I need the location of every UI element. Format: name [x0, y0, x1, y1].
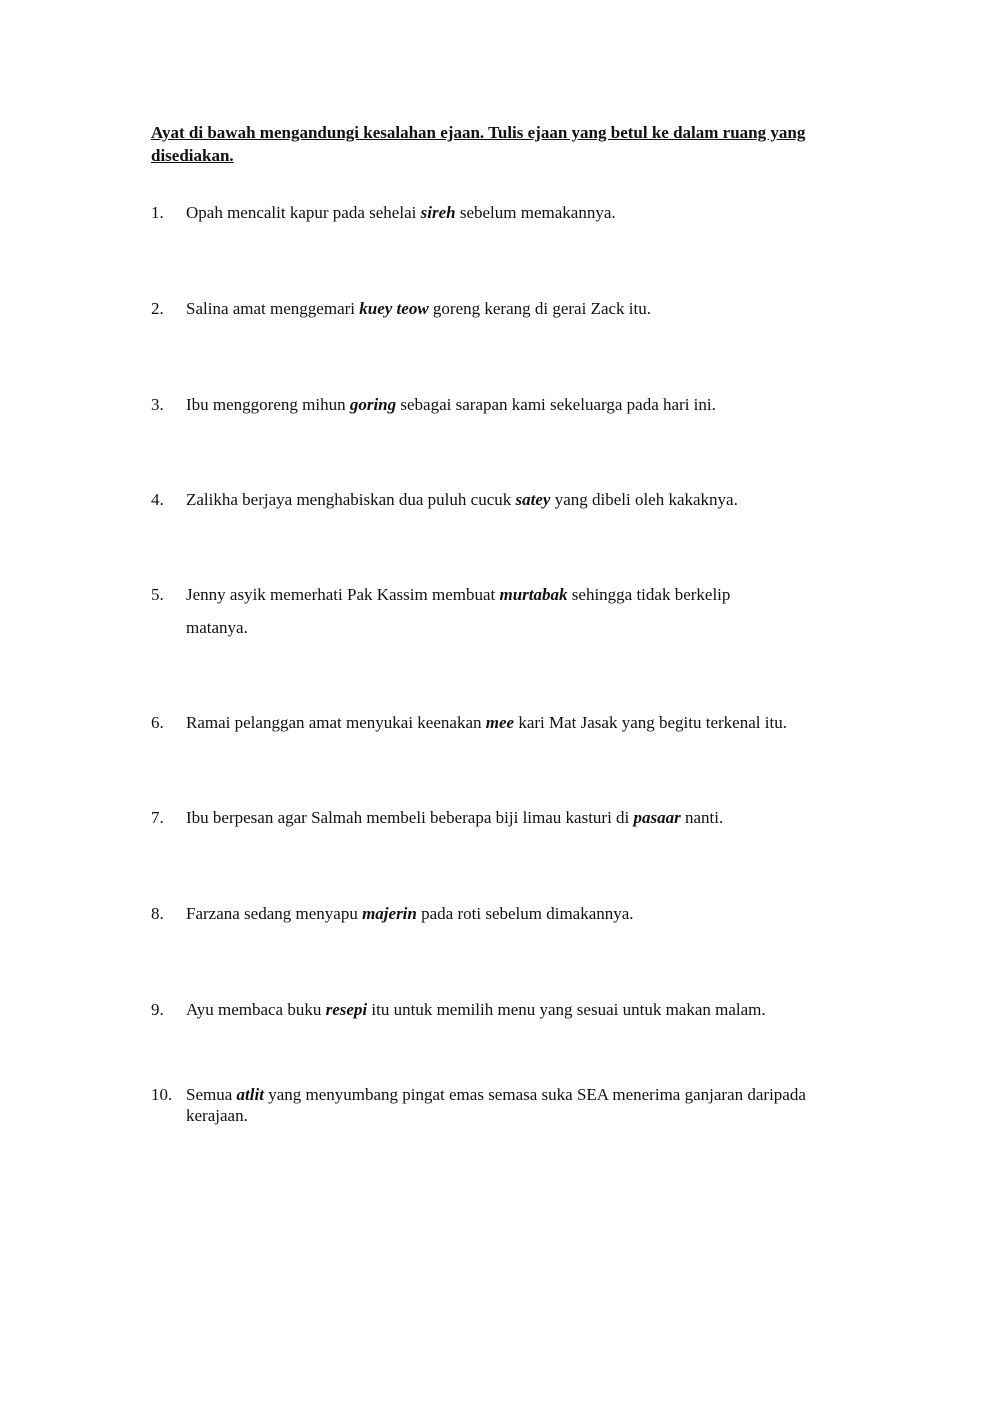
question-text: Ibu berpesan agar Salmah membeli beberapa biji limau kasturi di pasaar nanti.: [186, 808, 724, 827]
question-text: Ibu menggoreng mihun goring sebagai sarapan kami sekeluarga pada hari ini.: [186, 395, 716, 414]
misspelled-word: atlit: [236, 1085, 264, 1104]
question-9: [151, 999, 851, 1020]
misspelled-word: murtabak: [499, 585, 568, 604]
question-text: Ramai pelanggan amat menyukai keenakan mee kari Mat Jasak yang begitu terkenal itu.: [186, 713, 787, 732]
question-number: 4.: [151, 490, 164, 509]
misspelled-word: pasaar: [633, 808, 681, 827]
question-number: 6.: [151, 713, 164, 732]
question-1: [151, 202, 851, 223]
question-4: [151, 489, 851, 510]
question-text: Zalikha berjaya menghabiskan dua puluh cucuk satey yang dibeli oleh kakaknya.: [186, 490, 738, 509]
question-text: Salina amat menggemari kuey teow goreng kerang di gerai Zack itu.: [186, 299, 651, 318]
question-number: 10.: [151, 1085, 173, 1104]
misspelled-word: kuey teow: [359, 299, 429, 318]
misspelled-word: sireh: [420, 203, 456, 222]
question-number: 5.: [151, 585, 164, 604]
question-2: [151, 298, 851, 319]
question-number: 8.: [151, 904, 164, 923]
question-text: Opah mencalit kapur pada sehelai sireh sebelum memakannya.: [186, 203, 616, 222]
question-3: [151, 394, 851, 415]
question-text: Farzana sedang menyapu majerin pada roti sebelum dimakannya.: [186, 904, 634, 923]
question-6: [151, 712, 871, 733]
misspelled-word: mee: [485, 713, 515, 732]
misspelled-word: goring: [349, 395, 397, 414]
question-number: 1.: [151, 203, 164, 222]
question-8: [151, 903, 851, 924]
question-text: Semua atlit yang menyumbang pingat emas semasa suka SEA menerima ganjaran daripada kerajaan.: [186, 1085, 806, 1125]
question-number: 3.: [151, 395, 164, 414]
misspelled-word: majerin: [362, 904, 417, 923]
question-text: Ayu membaca buku resepi itu untuk memilih menu yang sesuai untuk makan malam.: [186, 1000, 766, 1019]
question-number: 2.: [151, 299, 164, 318]
instruction-heading: Ayat di bawah mengandungi kesalahan ejaan. Tulis ejaan yang betul ke dalam ruang yang disediakan.: [151, 123, 806, 165]
question-number: 7.: [151, 808, 164, 827]
question-10: [151, 1084, 811, 1126]
question-5: [151, 578, 791, 644]
misspelled-word: satey: [515, 490, 551, 509]
question-number: 9.: [151, 1000, 164, 1019]
question-text: Jenny asyik memerhati Pak Kassim membuat murtabak sehingga tidak berkelip matanya.: [186, 585, 731, 637]
question-7: [151, 807, 851, 828]
misspelled-word: resepi: [325, 1000, 368, 1019]
